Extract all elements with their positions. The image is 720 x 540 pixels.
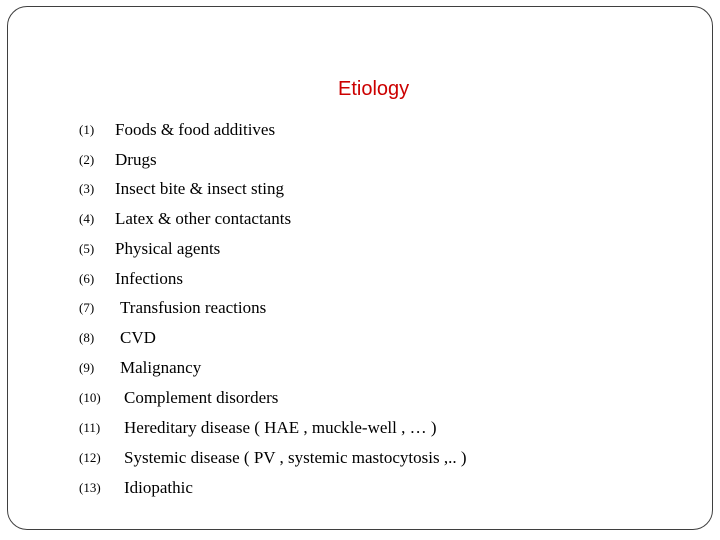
list-item-text: CVD: [120, 328, 156, 347]
list-item-number: (7): [79, 300, 95, 315]
list-item-number: (1): [79, 122, 95, 137]
list-item-text: Latex & other contactants: [115, 209, 292, 228]
list-item-text: Physical agents: [115, 239, 221, 258]
list-item-number: (12): [79, 450, 101, 465]
list-item-text: Foods & food additives: [115, 120, 276, 139]
list-item-number: (3): [79, 181, 95, 196]
list-item-number: (13): [79, 480, 101, 495]
list-item-text: Hereditary disease ( HAE , muckle-well , … ): [124, 418, 437, 437]
list-item-number: (5): [79, 241, 95, 256]
list-item-number: (8): [79, 330, 95, 345]
list-item-number: (11): [79, 420, 101, 435]
list-item-text: Idiopathic: [124, 478, 193, 497]
list-item-text: Complement disorders: [124, 388, 279, 407]
list-item-text: Insect bite & insect sting: [115, 179, 285, 198]
slide-title: Etiology: [338, 78, 410, 100]
list-item-text: Infections: [115, 269, 183, 288]
list-item-number: (2): [79, 152, 95, 167]
list-item-number: (10): [79, 390, 101, 405]
list-item-text: Malignancy: [120, 358, 202, 377]
list-item-number: (9): [79, 360, 95, 375]
list-item-text: Systemic disease ( PV , systemic mastocytosis ,.. ): [124, 448, 467, 467]
list-item-number: (6): [79, 271, 95, 286]
list-item-text: Drugs: [115, 150, 157, 169]
list-item-number: (4): [79, 211, 95, 226]
list-item-text: Transfusion reactions: [120, 298, 267, 317]
